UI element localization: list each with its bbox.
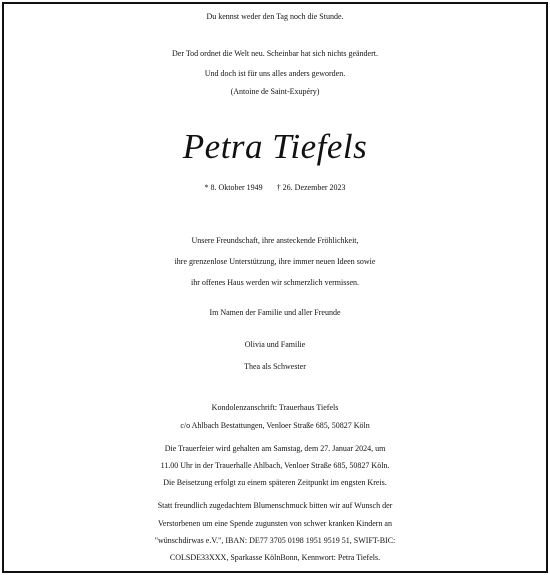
quote-line-2: Der Tod ordnet die Welt neu. Scheinbar hat sich nichts geändert. [172, 49, 378, 58]
funeral-line-3: Die Beisetzung erfolgt zu einem späteren Zeitpunkt im engsten Kreis. [163, 478, 387, 487]
death-date: † 26. Dezember 2023 [276, 183, 346, 192]
quote-author: (Antoine de Saint-Exupéry) [230, 87, 320, 96]
funeral-line-2: 11.00 Uhr in der Trauerhalle Ahlbach, Venloer Straße 685, 50827 Köln. [160, 461, 390, 470]
quote-line-1: Du kennst weder den Tag noch die Stunde. [206, 12, 344, 21]
donation-line-4: COLSDE33XXX, Sparkasse KölnBonn, Kennwort: Petra Tiefels. [169, 553, 381, 562]
funeral-line-1: Die Trauerfeier wird gehalten am Samstag, dem 27. Januar 2024, um [164, 444, 386, 453]
mourner-line-2: Thea als Schwester [244, 362, 306, 371]
on-behalf-line: Im Namen der Familie und aller Freunde [209, 308, 341, 317]
donation-line-3: "wünschdirwas e.V.", IBAN: DE77 3705 0198 1951 9519 51, SWIFT-BIC: [154, 536, 396, 545]
donation-line-2: Verstorbenen um eine Spende zugunsten von schwer kranken Kindern an [158, 519, 392, 528]
deceased-name: Petra Tiefels [182, 127, 368, 166]
tribute-line-2: ihre grenzenlose Unterstützung, ihre immer neuen Ideen sowie [174, 257, 376, 266]
life-dates [0, 178, 550, 198]
quote-line-3: Und doch ist für uns alles anders geworden. [204, 69, 346, 78]
tribute-line-1: Unsere Freundschaft, ihre ansteckende Fröhlichkeit, [191, 236, 359, 245]
donation-line-1: Statt freundlich zugedachtem Blumenschmuck bitten wir auf Wunsch der [157, 501, 393, 510]
condolence-line-2: c/o Ahlbach Bestattungen, Venloer Straße 685, 50827 Köln [180, 421, 370, 430]
tribute-line-3: ihr offenes Haus werden wir schmerzlich vermissen. [190, 278, 360, 287]
birth-date: * 8. Oktober 1949 [204, 183, 263, 192]
mourner-line-1: Olivia und Familie [244, 340, 306, 349]
condolence-line-1: Kondolenzanschrift: Trauerhaus Tiefels [211, 403, 339, 412]
